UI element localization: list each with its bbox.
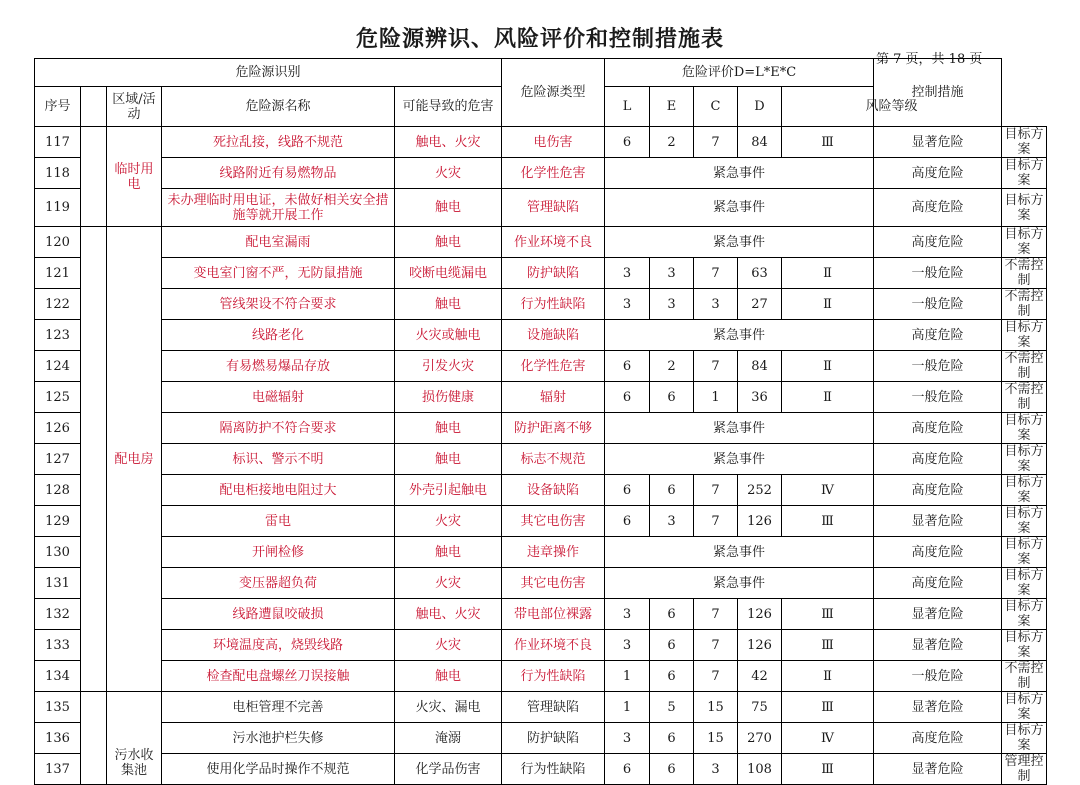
risk-level: 高度危险 [874, 537, 1002, 568]
row-number: 132 [35, 599, 81, 630]
control-measure: 不需控制 [1002, 382, 1047, 413]
risk-table [34, 58, 1047, 785]
emergency-event: 紧急事件 [605, 568, 874, 599]
possible-harm: 火灾 [395, 158, 502, 189]
header-level: 风险等级 [782, 87, 1002, 127]
hazard-type: 行为性缺陷 [502, 289, 605, 320]
hazard-type: 行为性缺陷 [502, 754, 605, 785]
value-D: 36 [738, 382, 782, 413]
row-number: 136 [35, 723, 81, 754]
document-title: 危险源辨识、风险评价和控制措施表 [355, 26, 724, 52]
emergency-event: 紧急事件 [605, 189, 874, 227]
header-area: 区域/活动 [107, 87, 162, 127]
table-row [35, 227, 1047, 258]
possible-harm: 火灾、漏电 [395, 692, 502, 723]
row-number: 122 [35, 289, 81, 320]
header-D: D [738, 87, 782, 127]
possible-harm: 引发火灾 [395, 351, 502, 382]
risk-grade: Ⅳ [782, 475, 874, 506]
hazard-type: 设施缺陷 [502, 320, 605, 351]
control-measure: 目标方案 [1002, 692, 1047, 723]
table-row [35, 475, 1047, 506]
table-row [35, 127, 1047, 158]
control-measure: 目标方案 [1002, 413, 1047, 444]
value-C: 15 [694, 692, 738, 723]
hazard-name: 检查配电盘螺丝刀误接触 [162, 661, 395, 692]
table-row [35, 537, 1047, 568]
table-row [35, 351, 1047, 382]
table-row [35, 158, 1047, 189]
value-D: 126 [738, 506, 782, 537]
value-E: 2 [650, 351, 694, 382]
value-L: 6 [605, 475, 650, 506]
hazard-name: 电柜管理不完善 [162, 692, 395, 723]
value-C: 1 [694, 382, 738, 413]
risk-grade: Ⅲ [782, 630, 874, 661]
value-E: 6 [650, 630, 694, 661]
table-row [35, 189, 1047, 227]
table-row [35, 413, 1047, 444]
value-L: 6 [605, 506, 650, 537]
value-E: 3 [650, 258, 694, 289]
emergency-event: 紧急事件 [605, 413, 874, 444]
possible-harm: 触电 [395, 537, 502, 568]
control-measure: 目标方案 [1002, 537, 1047, 568]
row-number: 130 [35, 537, 81, 568]
row-number: 131 [35, 568, 81, 599]
header-evaluation: 危险评价D=L*E*C [605, 59, 874, 87]
possible-harm: 损伤健康 [395, 382, 502, 413]
value-L: 3 [605, 258, 650, 289]
header-C: C [694, 87, 738, 127]
hazard-name: 有易燃易爆品存放 [162, 351, 395, 382]
possible-harm: 触电 [395, 661, 502, 692]
hazard-type: 行为性缺陷 [502, 661, 605, 692]
risk-level: 显著危险 [874, 630, 1002, 661]
hazard-type: 防护缺陷 [502, 258, 605, 289]
value-D: 42 [738, 661, 782, 692]
hazard-name: 雷电 [162, 506, 395, 537]
value-C: 7 [694, 351, 738, 382]
control-measure: 目标方案 [1002, 599, 1047, 630]
row-number: 125 [35, 382, 81, 413]
control-measure: 目标方案 [1002, 158, 1047, 189]
value-C: 3 [694, 289, 738, 320]
possible-harm: 火灾 [395, 506, 502, 537]
possible-harm: 化学品伤害 [395, 754, 502, 785]
value-E: 3 [650, 506, 694, 537]
value-D: 63 [738, 258, 782, 289]
table-row [35, 568, 1047, 599]
possible-harm: 火灾 [395, 630, 502, 661]
hazard-name: 标识、警示不明 [162, 444, 395, 475]
control-measure: 目标方案 [1002, 723, 1047, 754]
table-row [35, 754, 1047, 785]
row-number: 128 [35, 475, 81, 506]
row-number: 127 [35, 444, 81, 475]
table-row [35, 382, 1047, 413]
value-C: 7 [694, 661, 738, 692]
risk-level: 高度危险 [874, 444, 1002, 475]
table-row [35, 599, 1047, 630]
possible-harm: 触电 [395, 413, 502, 444]
hazard-name: 污水池护栏失修 [162, 723, 395, 754]
value-L: 1 [605, 661, 650, 692]
value-L: 6 [605, 351, 650, 382]
hazard-type: 电伤害 [502, 127, 605, 158]
possible-harm: 触电、火灾 [395, 599, 502, 630]
header-L: L [605, 87, 650, 127]
value-E: 6 [650, 723, 694, 754]
row-number: 126 [35, 413, 81, 444]
value-D: 126 [738, 630, 782, 661]
value-E: 6 [650, 661, 694, 692]
blank-cell [81, 227, 107, 692]
area-temp-power: 临时用电 [107, 127, 162, 227]
control-measure: 不需控制 [1002, 289, 1047, 320]
possible-harm: 淹溺 [395, 723, 502, 754]
possible-harm: 触电 [395, 189, 502, 227]
emergency-event: 紧急事件 [605, 158, 874, 189]
value-L: 3 [605, 289, 650, 320]
value-D: 75 [738, 692, 782, 723]
control-measure: 目标方案 [1002, 568, 1047, 599]
row-number: 123 [35, 320, 81, 351]
risk-level: 高度危险 [874, 413, 1002, 444]
hazard-name: 隔离防护不符合要求 [162, 413, 395, 444]
risk-grade: Ⅱ [782, 661, 874, 692]
header-blank [81, 87, 107, 127]
hazard-type: 管理缺陷 [502, 189, 605, 227]
control-measure: 目标方案 [1002, 189, 1047, 227]
hazard-type: 辐射 [502, 382, 605, 413]
hazard-type: 设备缺陷 [502, 475, 605, 506]
value-L: 6 [605, 127, 650, 158]
risk-grade: Ⅱ [782, 382, 874, 413]
value-E: 2 [650, 127, 694, 158]
control-measure: 目标方案 [1002, 320, 1047, 351]
possible-harm: 触电 [395, 289, 502, 320]
risk-level: 一般危险 [874, 258, 1002, 289]
hazard-name: 管线架设不符合要求 [162, 289, 395, 320]
row-number: 117 [35, 127, 81, 158]
value-E: 3 [650, 289, 694, 320]
control-measure: 管理控制 [1002, 754, 1047, 785]
row-number: 119 [35, 189, 81, 227]
hazard-name: 线路遭鼠咬破损 [162, 599, 395, 630]
risk-level: 显著危险 [874, 506, 1002, 537]
control-measure: 目标方案 [1002, 506, 1047, 537]
hazard-type: 其它电伤害 [502, 568, 605, 599]
value-L: 6 [605, 382, 650, 413]
row-number: 124 [35, 351, 81, 382]
risk-grade: Ⅲ [782, 692, 874, 723]
possible-harm: 咬断电缆漏电 [395, 258, 502, 289]
hazard-name: 环境温度高，烧毁线路 [162, 630, 395, 661]
risk-level: 显著危险 [874, 599, 1002, 630]
page-info: 第 7 页，共 18 页 [876, 52, 983, 67]
risk-grade: Ⅲ [782, 127, 874, 158]
risk-level: 高度危险 [874, 475, 1002, 506]
risk-level: 一般危险 [874, 289, 1002, 320]
risk-grade: Ⅲ [782, 599, 874, 630]
control-measure: 目标方案 [1002, 475, 1047, 506]
value-E: 5 [650, 692, 694, 723]
control-measure: 目标方案 [1002, 127, 1047, 158]
hazard-name: 线路老化 [162, 320, 395, 351]
risk-grade: Ⅱ [782, 258, 874, 289]
risk-level: 显著危险 [874, 127, 1002, 158]
risk-grade: Ⅱ [782, 289, 874, 320]
risk-grade: Ⅳ [782, 723, 874, 754]
hazard-type: 作业环境不良 [502, 630, 605, 661]
table-row [35, 444, 1047, 475]
value-L: 3 [605, 630, 650, 661]
row-number: 129 [35, 506, 81, 537]
risk-level: 显著危险 [874, 692, 1002, 723]
emergency-event: 紧急事件 [605, 537, 874, 568]
table-row [35, 289, 1047, 320]
table-row [35, 258, 1047, 289]
emergency-event: 紧急事件 [605, 320, 874, 351]
area-sewage-pool: 污水收集池 [107, 692, 162, 785]
possible-harm: 触电、火灾 [395, 127, 502, 158]
control-measure: 目标方案 [1002, 630, 1047, 661]
value-D: 108 [738, 754, 782, 785]
value-D: 126 [738, 599, 782, 630]
value-C: 7 [694, 506, 738, 537]
control-measure: 不需控制 [1002, 661, 1047, 692]
hazard-name: 变压器超负荷 [162, 568, 395, 599]
hazard-type: 防护距离不够 [502, 413, 605, 444]
area-distribution-room: 配电房 [107, 227, 162, 692]
value-E: 6 [650, 475, 694, 506]
table-row [35, 320, 1047, 351]
emergency-event: 紧急事件 [605, 227, 874, 258]
header-E: E [650, 87, 694, 127]
hazard-type: 化学性危害 [502, 158, 605, 189]
hazard-type: 作业环境不良 [502, 227, 605, 258]
risk-level: 一般危险 [874, 351, 1002, 382]
table-row [35, 506, 1047, 537]
header-name: 危险源名称 [162, 87, 395, 127]
risk-level: 一般危险 [874, 661, 1002, 692]
header-control: 控制措施 [874, 59, 1002, 127]
header-row-1 [35, 59, 1047, 87]
header-hazard-type: 危险源类型 [502, 59, 605, 127]
value-D: 252 [738, 475, 782, 506]
possible-harm: 外壳引起触电 [395, 475, 502, 506]
control-measure: 不需控制 [1002, 351, 1047, 382]
risk-level: 高度危险 [874, 227, 1002, 258]
risk-level: 一般危险 [874, 382, 1002, 413]
blank-cell [81, 127, 107, 227]
value-D: 84 [738, 351, 782, 382]
possible-harm: 火灾 [395, 568, 502, 599]
emergency-event: 紧急事件 [605, 444, 874, 475]
value-D: 27 [738, 289, 782, 320]
risk-grade: Ⅲ [782, 754, 874, 785]
value-E: 6 [650, 599, 694, 630]
value-C: 7 [694, 475, 738, 506]
risk-level: 高度危险 [874, 189, 1002, 227]
hazard-type: 违章操作 [502, 537, 605, 568]
value-C: 7 [694, 127, 738, 158]
header-harm: 可能导致的危害 [395, 87, 502, 127]
table-row [35, 630, 1047, 661]
risk-grade: Ⅲ [782, 506, 874, 537]
row-number: 135 [35, 692, 81, 723]
hazard-name: 配电室漏雨 [162, 227, 395, 258]
table-row [35, 723, 1047, 754]
blank-cell [81, 692, 107, 785]
row-number: 134 [35, 661, 81, 692]
table-row [35, 661, 1047, 692]
hazard-name: 变电室门窗不严，无防鼠措施 [162, 258, 395, 289]
value-C: 15 [694, 723, 738, 754]
hazard-name: 死拉乱接，线路不规范 [162, 127, 395, 158]
hazard-name: 使用化学品时操作不规范 [162, 754, 395, 785]
control-measure: 不需控制 [1002, 258, 1047, 289]
value-C: 7 [694, 599, 738, 630]
value-L: 3 [605, 723, 650, 754]
hazard-type: 标志不规范 [502, 444, 605, 475]
value-D: 84 [738, 127, 782, 158]
row-number: 137 [35, 754, 81, 785]
row-number: 133 [35, 630, 81, 661]
header-identification: 危险源识别 [35, 59, 502, 87]
hazard-name: 电磁辐射 [162, 382, 395, 413]
value-L: 6 [605, 754, 650, 785]
possible-harm: 触电 [395, 227, 502, 258]
row-number: 118 [35, 158, 81, 189]
control-measure: 目标方案 [1002, 227, 1047, 258]
possible-harm: 触电 [395, 444, 502, 475]
value-E: 6 [650, 382, 694, 413]
value-C: 7 [694, 258, 738, 289]
hazard-name: 线路附近有易燃物品 [162, 158, 395, 189]
table-row [35, 692, 1047, 723]
hazard-type: 带电部位裸露 [502, 599, 605, 630]
risk-level: 显著危险 [874, 754, 1002, 785]
row-number: 121 [35, 258, 81, 289]
risk-level: 高度危险 [874, 568, 1002, 599]
header-seq: 序号 [35, 87, 81, 127]
row-number: 120 [35, 227, 81, 258]
value-L: 3 [605, 599, 650, 630]
value-C: 7 [694, 630, 738, 661]
value-E: 6 [650, 754, 694, 785]
control-measure: 目标方案 [1002, 444, 1047, 475]
risk-level: 高度危险 [874, 158, 1002, 189]
hazard-name: 配电柜接地电阻过大 [162, 475, 395, 506]
hazard-name: 开闸检修 [162, 537, 395, 568]
value-D: 270 [738, 723, 782, 754]
value-C: 3 [694, 754, 738, 785]
risk-grade: Ⅱ [782, 351, 874, 382]
hazard-type: 化学性危害 [502, 351, 605, 382]
hazard-name: 未办理临时用电证，未做好相关安全措施等就开展工作 [162, 189, 395, 227]
possible-harm: 火灾或触电 [395, 320, 502, 351]
risk-level: 高度危险 [874, 723, 1002, 754]
hazard-type: 其它电伤害 [502, 506, 605, 537]
value-L: 1 [605, 692, 650, 723]
risk-level: 高度危险 [874, 320, 1002, 351]
hazard-type: 管理缺陷 [502, 692, 605, 723]
hazard-type: 防护缺陷 [502, 723, 605, 754]
